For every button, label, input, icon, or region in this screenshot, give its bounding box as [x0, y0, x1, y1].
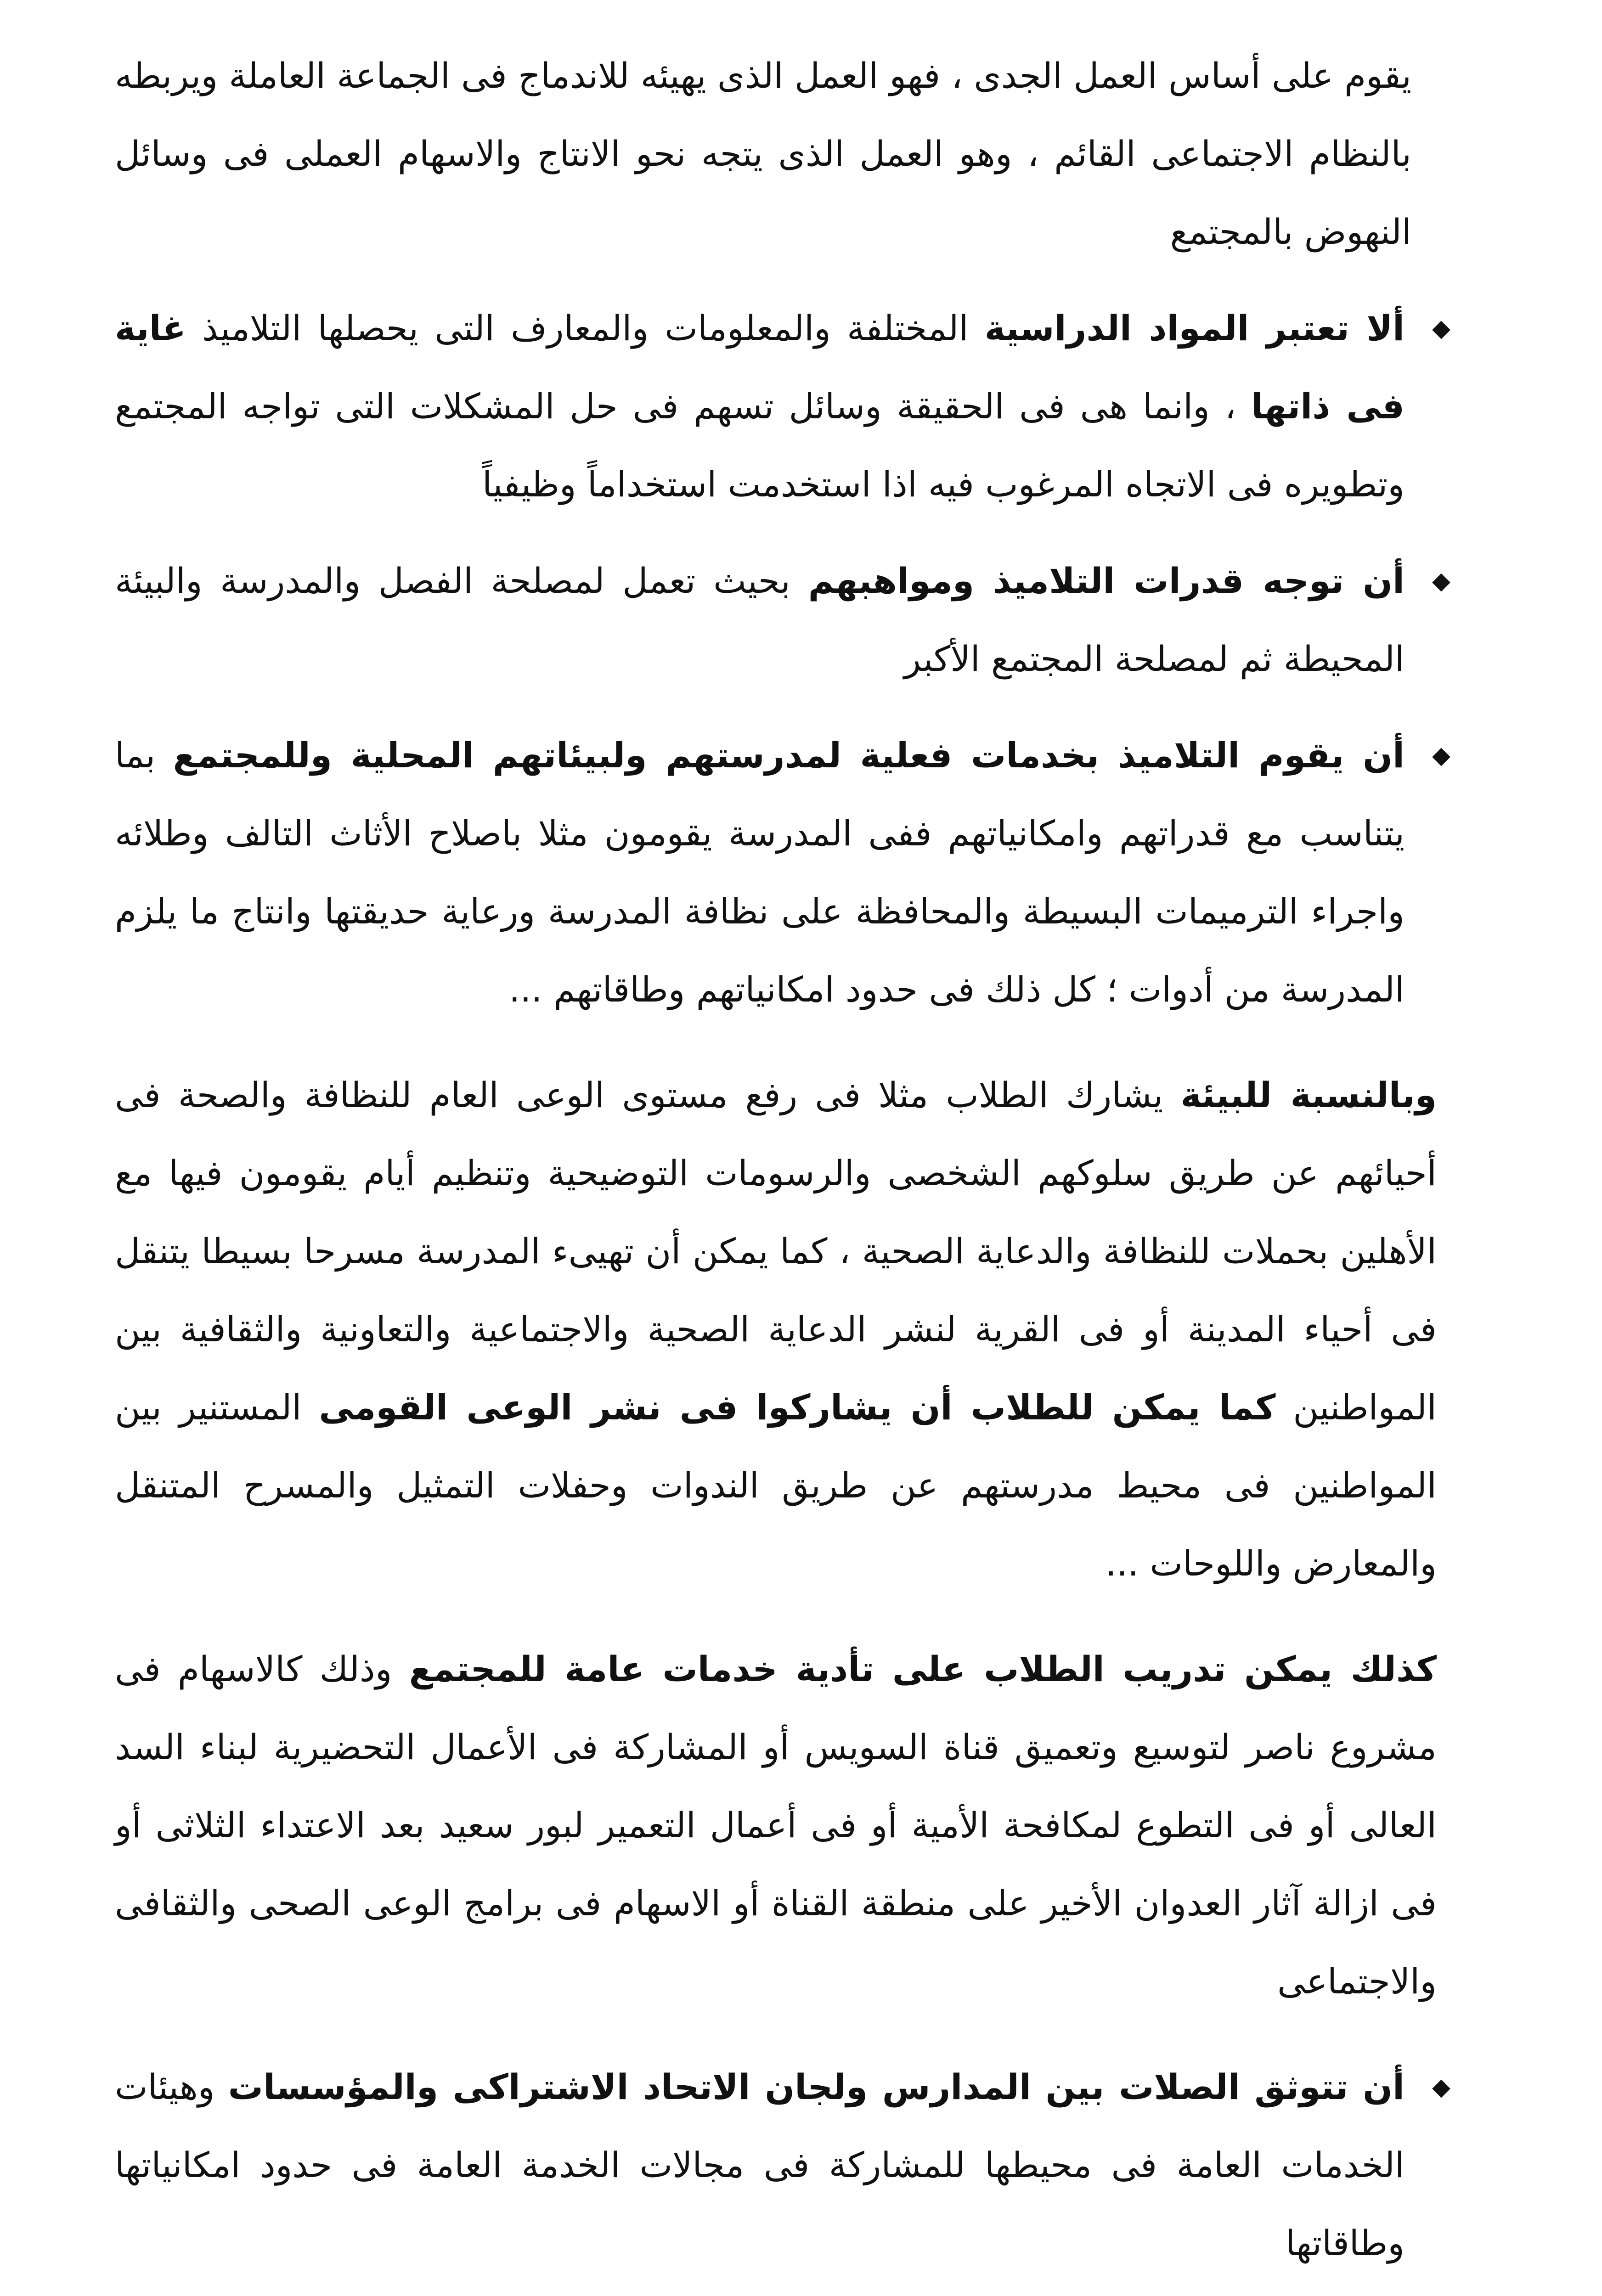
- society-body-text: وذلك كالاسهام فى مشروع ناصر لتوسيع وتعميق قناة السويس أو المشاركة فى الأعمال التحضيرية لبناء السد العالى أو فى التطوع لمكافحة الأمية أو فى أعمال التعمير لبور سعيد بعد الاعتداء الثلاثى أو فى ازالة آثار العدوان الأخير على منطقة القناة أو الاسهام فى برامج الوعى الصحى والثقافى والاجتماعى: [115, 1649, 1437, 2002]
- bullet-body-text-2: ، وانما هى فى الحقيقة وسائل تسهم فى حل المشكلات التى تواجه المجتمع وتطويره فى الاتجاه المرغوب فيه اذا استخدمت استخداماً وظيفياً: [115, 386, 1405, 505]
- bullet-item-abilities: [115, 542, 1450, 698]
- bullet-lead-text: أن تتوثق الصلات بين المدارس ولجان الاتحاد الاشتراكى والمؤسسات: [228, 2066, 1405, 2107]
- bullet-diamond-icon: ◆: [1432, 2073, 1450, 2101]
- bullet-item-materials: [115, 289, 1450, 523]
- environment-lead-text-2: كما يمكن للطلاب أن يشاركوا فى نشر الوعى القومى: [319, 1387, 1276, 1428]
- environment-body-text: يشارك الطلاب مثلا فى رفع مستوى الوعى العام للنظافة والصحة فى أحيائهم عن طريق سلوكهم الشخصى والرسومات التوضيحية وتنظيم أيام يقومون فيها مع الأهلين بحملات للنظافة والدعاية الصحية ، كما يمكن أن تهيىء المدرسة مسرحا بسيطا يتنقل فى أحياء المدينة أو فى القرية لنشر الدعاية الصحية والاجتماعية والتعاونية والثقافية بين المواطنين: [115, 1075, 1437, 1428]
- bullet-body-text: بما يتناسب مع قدراتهم وامكانياتهم ففى المدرسة يقومون مثلا باصلاح الأثاث التالف وطلائه واجراء الترميمات البسيطة والمحافظة على نظافة المدرسة ورعاية حديقتها وانتاج ما يلزم المدرسة من أدوات ؛ كل ذلك فى حدود امكانياتهم وطاقاتهم ...: [115, 735, 1405, 1010]
- bullet-diamond-icon: ◆: [1432, 567, 1450, 595]
- bullet-lead-text: ألا تعتبر المواد الدراسية: [984, 308, 1405, 349]
- bullet-body-text: وهيئات الخدمات العامة فى محيطها للمشاركة فى مجالات الخدمة العامة فى حدود امكانياتها وطاقاتها: [115, 2066, 1405, 2263]
- society-paragraph: [115, 1630, 1437, 2020]
- bullet-lead-text: أن توجه قدرات التلاميذ ومواهبهم: [808, 560, 1405, 601]
- bullet-item-links: [115, 2048, 1450, 2282]
- environment-paragraph: [115, 1056, 1437, 1603]
- environment-body-text-2: المستنير بين المواطنين فى محيط مدرستهم عن طريق الندوات وحفلات التمثيل والمسرح المتنقل والمعارض واللوحات ...: [115, 1387, 1437, 1584]
- bullet-body-text: بحيث تعمل لمصلحة الفصل والمدرسة والبيئة المحيطة ثم لمصلحة المجتمع الأكبر: [115, 560, 1405, 679]
- bullet-diamond-icon: ◆: [1432, 742, 1450, 769]
- bullet-item-services: [115, 716, 1450, 1029]
- bullet-lead-text: أن يقوم التلاميذ بخدمات فعلية لمدرستهم ولبيئاتهم المحلية وللمجتمع: [173, 735, 1405, 776]
- society-lead-text: كذلك يمكن تدريب الطلاب على تأدية خدمات عامة للمجتمع: [409, 1649, 1437, 1689]
- bullet-body-text: المختلفة والمعلومات والمعارف التى يحصلها التلاميذ: [186, 308, 985, 349]
- environment-lead-text: وبالنسبة للبيئة: [1180, 1075, 1437, 1115]
- bullet-diamond-icon: ◆: [1432, 315, 1450, 342]
- intro-paragraph: [115, 37, 1437, 271]
- intro-text: يقوم على أساس العمل الجدى ، فهو العمل الذى يهيئه للاندماج فى الجماعة العاملة ويربطه بالنظام الاجتماعى القائم ، وهو العمل الذى يتجه نحو الانتاج والاسهام العملى فى وسائل النهوض بالمجتمع: [115, 55, 1411, 252]
- bullet-lead-text-2: غاية فى ذاتها: [115, 308, 1405, 427]
